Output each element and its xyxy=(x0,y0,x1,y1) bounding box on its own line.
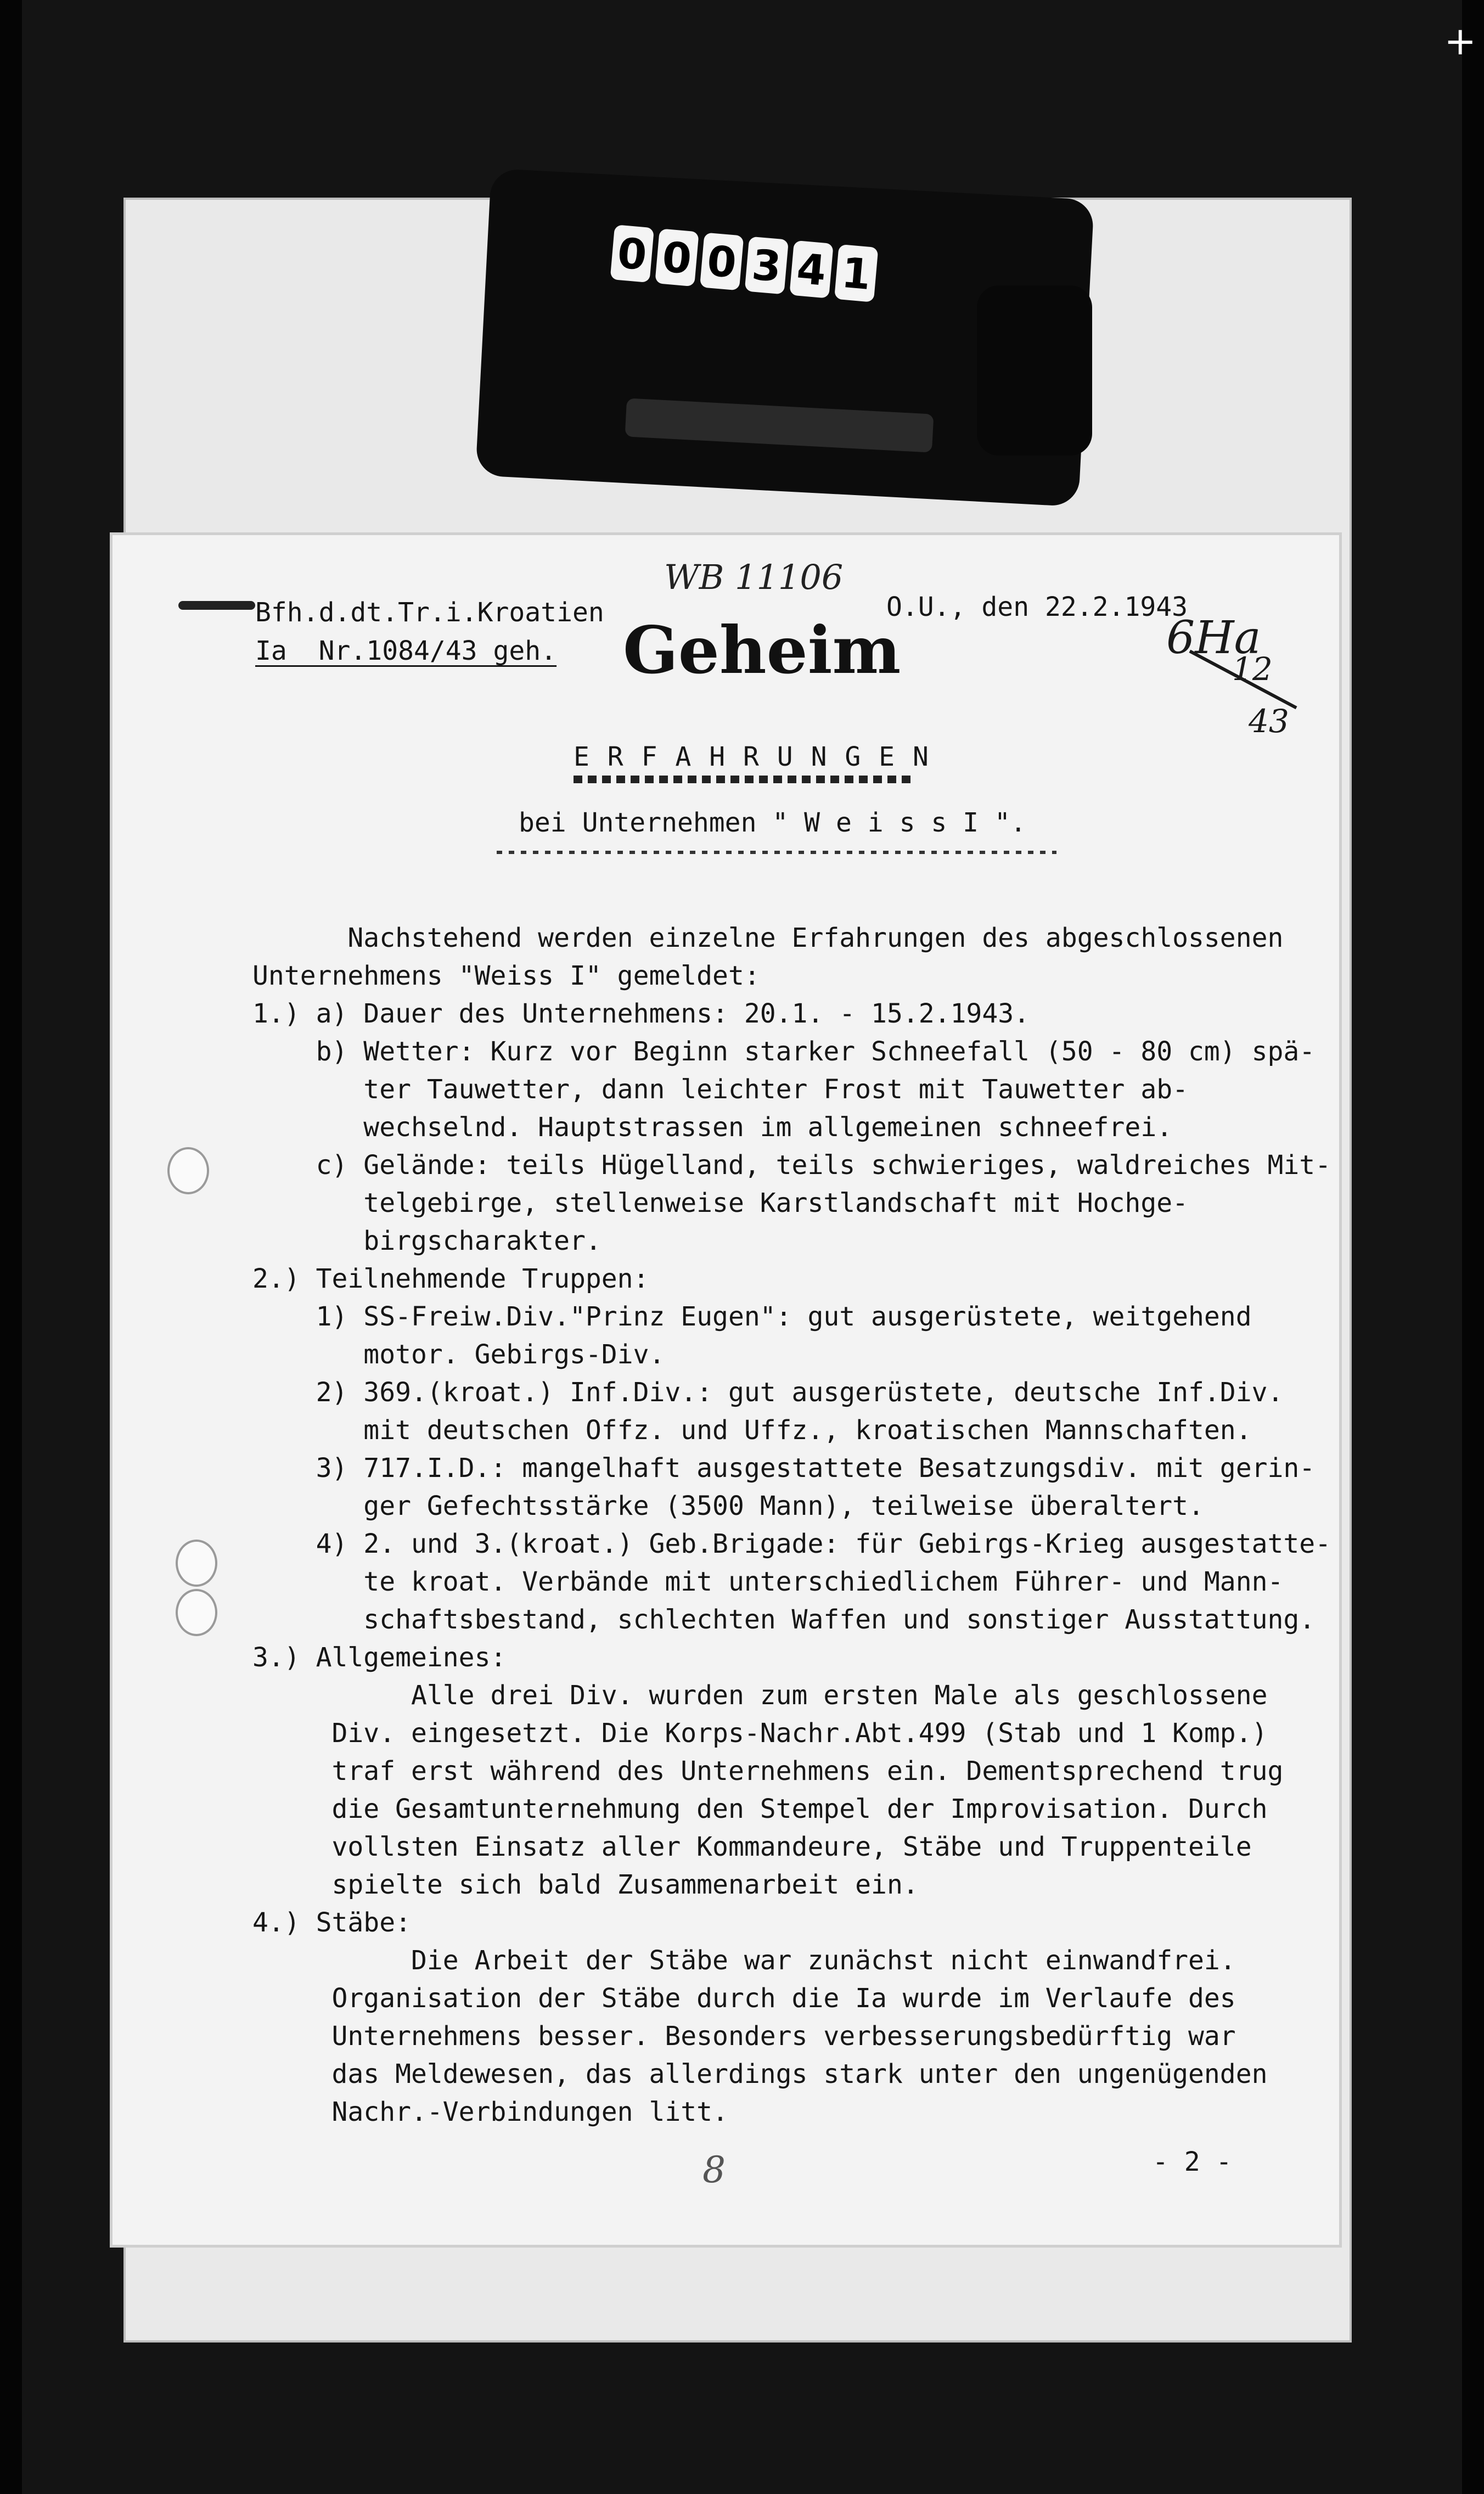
film-edge-left xyxy=(0,0,22,2494)
body-line: motor. Gebirgs-Div. xyxy=(252,1339,665,1370)
body-line: die Gesamtunternehmung den Stempel der Improvisation. Durch xyxy=(252,1794,1268,1824)
continuation-marker: - 2 - xyxy=(1153,2147,1232,2177)
body-line: 1) SS-Freiw.Div."Prinz Eugen": gut ausgerüstete, weitgehend xyxy=(252,1301,1252,1332)
margin-note-part: 12 xyxy=(1232,650,1273,688)
body-line: Unternehmens "Weiss I" gemeldet: xyxy=(252,960,760,991)
file-reference: Ia Nr.1084/43 geh. xyxy=(255,636,557,666)
document-subtitle: bei Unternehmen " W e i s s I ". xyxy=(519,807,1026,838)
body-line: schaftsbestand, schlechten Waffen und sonstiger Ausstattung. xyxy=(252,1604,1316,1635)
punch-hole xyxy=(176,1540,217,1587)
body-line: Organisation der Stäbe durch die Ia wurde im Verlaufe des xyxy=(252,1983,1236,2014)
counter-digit: 0 xyxy=(610,224,654,283)
counter-digit: 0 xyxy=(700,232,744,290)
body-line: 2.) Teilnehmende Truppen: xyxy=(252,1263,649,1294)
film-edge-right xyxy=(1462,0,1484,2494)
counter-digit: 0 xyxy=(655,228,699,287)
body-line: 3.) Allgemeines: xyxy=(252,1642,507,1673)
handwritten-page-number: 8 xyxy=(702,2149,726,2191)
title-underline xyxy=(574,776,911,783)
body-line: Nachstehend werden einzelne Erfahrungen des abgeschlossenen xyxy=(252,923,1284,953)
subtitle-underline xyxy=(497,851,1056,854)
body-line: 4) 2. und 3.(kroat.) Geb.Brigade: für Gebirgs-Krieg ausgestatte- xyxy=(252,1529,1331,1559)
body-line: Alle drei Div. wurden zum ersten Male als geschlossene xyxy=(252,1680,1268,1711)
punch-hole xyxy=(167,1147,209,1194)
body-line: vollsten Einsatz aller Kommandeure, Stäbe und Truppenteile xyxy=(252,1832,1252,1862)
margin-note-part: 43 xyxy=(1249,703,1289,740)
body-line: Nachr.-Verbindungen litt. xyxy=(252,2097,728,2127)
body-line: 2) 369.(kroat.) Inf.Div.: gut ausgerüstete, deutsche Inf.Div. xyxy=(252,1377,1284,1408)
body-line: b) Wetter: Kurz vor Beginn starker Schneefall (50 - 80 cm) spä- xyxy=(252,1036,1316,1067)
scribble-mark xyxy=(178,601,255,610)
crosshair-icon: + xyxy=(1444,19,1476,64)
body-line: wechselnd. Hauptstrassen im allgemeinen schneefrei. xyxy=(252,1112,1173,1143)
archive-stamp: WB 11106 xyxy=(664,557,844,597)
document-title: E R F A H R U N G E N xyxy=(574,742,930,772)
body-line: 1.) a) Dauer des Unternehmens: 20.1. - 15.2.1943. xyxy=(252,998,1030,1029)
body-line: birgscharakter. xyxy=(252,1226,602,1256)
place-date: O.U., den 22.2.1943 xyxy=(886,592,1188,622)
body-line: te kroat. Verbände mit unterschiedlichem Führer- und Mann- xyxy=(252,1566,1284,1597)
margin-note-part: 6Ha xyxy=(1166,612,1261,664)
punch-hole xyxy=(176,1589,217,1636)
counter-knob xyxy=(977,285,1092,456)
sender-line: Bfh.d.dt.Tr.i.Kroatien xyxy=(255,597,604,628)
handwritten-margin-note xyxy=(1166,612,1303,755)
classification-stamp: Geheim xyxy=(623,612,901,688)
body-line: ter Tauwetter, dann leichter Frost mit Tauwetter ab- xyxy=(252,1074,1189,1105)
body-line: 4.) Stäbe: xyxy=(252,1907,411,1938)
document-page xyxy=(113,535,1339,2245)
counter-digit: 4 xyxy=(789,240,833,299)
counter-digit: 3 xyxy=(745,237,789,295)
body-line: Die Arbeit der Stäbe war zunächst nicht einwandfrei. xyxy=(252,1945,1236,1976)
body-line: Div. eingesetzt. Die Korps-Nachr.Abt.499 (Stab und 1 Komp.) xyxy=(252,1718,1268,1749)
body-line: Unternehmens besser. Besonders verbesserungsbedürftig war xyxy=(252,2021,1236,2052)
body-line: ger Gefechtsstärke (3500 Mann), teilweise überaltert. xyxy=(252,1491,1204,1521)
body-line: telgebirge, stellenweise Karstlandschaft mit Hochge- xyxy=(252,1188,1189,1218)
body-line: spielte sich bald Zusammenarbeit ein. xyxy=(252,1869,919,1900)
body-line: 3) 717.I.D.: mangelhaft ausgestattete Besatzungsdiv. mit gerin- xyxy=(252,1453,1316,1484)
body-line: traf erst während des Unternehmens ein. Dementsprechend trug xyxy=(252,1756,1284,1787)
body-line: c) Gelände: teils Hügelland, teils schwieriges, waldreiches Mit- xyxy=(252,1150,1331,1181)
body-line: das Meldewesen, das allerdings stark unter den ungenügenden xyxy=(252,2059,1268,2089)
counter-digit: 1 xyxy=(834,244,878,302)
body-line: mit deutschen Offz. und Uffz., kroatischen Mannschaften. xyxy=(252,1415,1252,1446)
